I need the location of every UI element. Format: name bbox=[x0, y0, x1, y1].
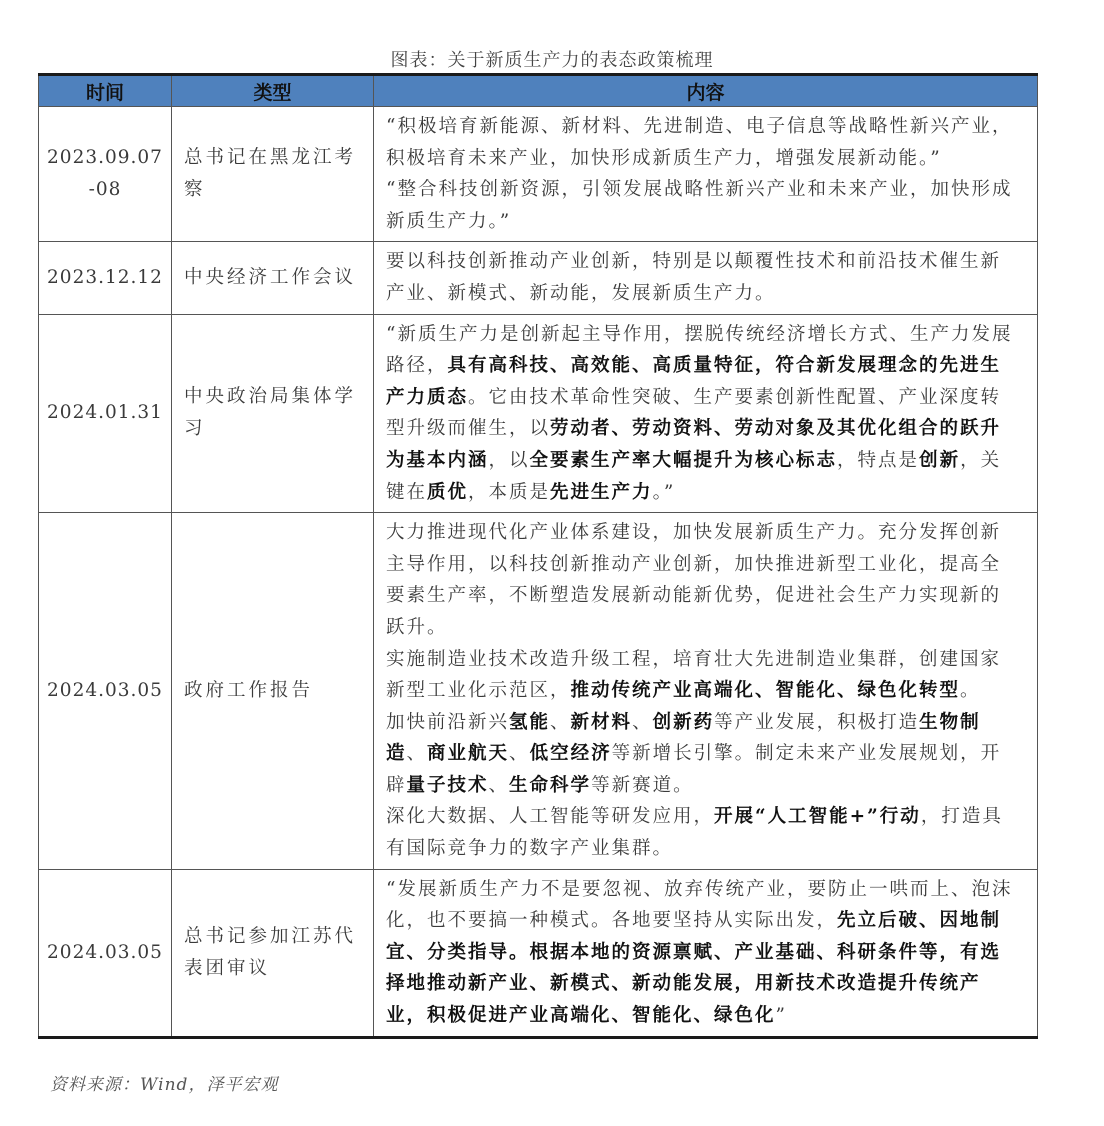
row-type-cell bbox=[172, 869, 374, 1037]
policy-table bbox=[38, 73, 1038, 1039]
content-text: 等新赛道。 bbox=[591, 774, 694, 796]
source-note: 资料来源：Wind，泽平宏观 bbox=[50, 1075, 279, 1095]
content-text: ，特点是 bbox=[837, 449, 920, 471]
header-type: 类型 bbox=[172, 75, 374, 107]
row-time-cell bbox=[39, 242, 172, 314]
row-time-cell bbox=[39, 869, 172, 1037]
emphasis-text: 全要素生产率大幅提升为核心标志 bbox=[529, 449, 838, 471]
row-content-cell bbox=[374, 513, 1038, 870]
emphasis-text: 推动传统产业高端化、智能化、绿色化转型 bbox=[570, 680, 961, 702]
emphasis-text: 生物制造 bbox=[386, 711, 981, 765]
content-paragraph bbox=[386, 174, 1019, 237]
row-type-cell bbox=[172, 513, 374, 870]
content-text: 、 bbox=[550, 711, 571, 733]
emphasis-text: 先进生产力 bbox=[550, 481, 653, 503]
figure-caption: 图表：关于新质生产力的表态政策梳理 bbox=[390, 50, 714, 71]
content-paragraph bbox=[386, 874, 1019, 1032]
content-text: “新质生产力是创新起主导作用，摆脱传统经济增长方式、生产力发展路径， bbox=[386, 323, 1013, 377]
content-text: 大力推进现代化产业体系建设，加快发展新质生产力。充分发挥创新主导作用，以科技创新推动产业创新，加快推进新型工业化，提高全要素生产率，不断塑造发展新动能新优势，促进社会生产力实现新的跃升。 bbox=[386, 522, 1002, 638]
row-type: 中央政治局集体学习 bbox=[184, 386, 357, 440]
row-time-cell bbox=[39, 513, 172, 870]
content-text: 要以科技创新推动产业创新，特别是以颠覆性技术和前沿技术催生新产业、新模式、新动能，发展新质生产力。 bbox=[386, 251, 1002, 304]
row-type: 总书记参加江苏代表团审议 bbox=[184, 925, 357, 979]
emphasis-text: 低空经济 bbox=[529, 743, 612, 765]
content-paragraph bbox=[386, 246, 1019, 309]
content-text: “整合科技创新资源，引领发展战略性新兴产业和未来产业，加快形成新质生产力。” bbox=[386, 179, 1013, 232]
content-paragraph bbox=[386, 517, 1019, 643]
row-content-cell bbox=[374, 314, 1038, 513]
content-text: “发展新质生产力不是要忽视、放弃传统产业，要防止一哄而上、泡沫化，也不要搞一种模式。各地要坚持从实际出发， bbox=[386, 878, 1013, 932]
row-content-cell bbox=[374, 869, 1038, 1037]
content-text: 、 bbox=[406, 743, 428, 765]
table-row bbox=[39, 314, 1038, 513]
row-time: 2024.03.05 bbox=[47, 941, 163, 963]
row-time: 2023.12.12 bbox=[47, 266, 163, 288]
emphasis-text: 质优 bbox=[427, 481, 469, 503]
row-type-cell bbox=[172, 107, 374, 242]
row-time-cell bbox=[39, 107, 172, 242]
emphasis-text: 具有高科技、高效能、高质量特征，符合新发展理念的先进生产力质态 bbox=[386, 355, 1002, 408]
table-header-row bbox=[39, 75, 1038, 107]
content-text: “积极培育新能源、新材料、先进制造、电子信息等战略性新兴产业，积极培育未来产业，加快形成新质生产力，增强发展新动能。” bbox=[386, 116, 1013, 169]
row-type-cell bbox=[172, 242, 374, 314]
content-text: 等新增长引擎。制定未来产业发展规划，开辟 bbox=[386, 743, 1002, 796]
content-text: 等产业发展，积极打造 bbox=[714, 711, 920, 733]
content-paragraph bbox=[386, 644, 1019, 707]
emphasis-text: 创新药 bbox=[652, 711, 715, 733]
emphasis-text: 氢能 bbox=[509, 711, 551, 733]
emphasis-text: 先立后破、因地制宜、分类指导。根据本地的资源禀赋、产业基础、科研条件等，有选择地推动新产业、新模式、新动能发展，用新技术改造提升传统产业，积极促进产业高端化、智能化、绿色化 bbox=[386, 910, 1002, 1027]
content-text: 深化大数据、人工智能等研发应用， bbox=[386, 806, 715, 828]
row-type-cell bbox=[172, 314, 374, 513]
content-text: 。 bbox=[960, 680, 981, 702]
header-content: 内容 bbox=[374, 75, 1038, 107]
row-time: 2024.01.31 bbox=[47, 402, 163, 424]
content-text: 加快前沿新兴 bbox=[386, 711, 510, 733]
row-time: 2023.09.07 -08 bbox=[47, 147, 163, 201]
emphasis-text: 开展“人工智能+”行动 bbox=[714, 806, 921, 828]
row-content-cell bbox=[374, 242, 1038, 314]
header-time: 时间 bbox=[39, 75, 172, 107]
emphasis-text: 商业航天 bbox=[427, 743, 510, 765]
content-text: 、 bbox=[632, 711, 653, 733]
content-paragraph bbox=[386, 801, 1019, 864]
row-type: 政府工作报告 bbox=[184, 679, 314, 701]
content-text: ” bbox=[775, 1005, 787, 1027]
row-time: 2024.03.05 bbox=[47, 679, 163, 701]
emphasis-text: 量子技术 bbox=[406, 774, 489, 796]
emphasis-text: 劳动者、劳动资料、劳动对象及其优化组合的跃升为基本内涵 bbox=[386, 418, 1002, 471]
content-paragraph bbox=[386, 319, 1019, 509]
content-text: 。它由技术革命性突破、生产要素创新性配置、产业深度转型升级而催生，以 bbox=[386, 386, 1002, 440]
content-paragraph bbox=[386, 111, 1019, 174]
content-text: ，以 bbox=[488, 449, 530, 471]
emphasis-text: 创新 bbox=[919, 449, 961, 471]
content-paragraph bbox=[386, 707, 1019, 802]
content-text: ，打造具有国际竞争力的数字产业集群。 bbox=[386, 806, 1003, 860]
content-text: 、 bbox=[509, 743, 530, 765]
table-row bbox=[39, 242, 1038, 314]
table-row bbox=[39, 869, 1038, 1037]
emphasis-text: 生命科学 bbox=[509, 774, 592, 796]
row-time-cell bbox=[39, 314, 172, 513]
content-text: ，本质是 bbox=[468, 481, 551, 503]
emphasis-text: 新材料 bbox=[570, 711, 633, 733]
row-content-cell bbox=[374, 107, 1038, 242]
row-type: 中央经济工作会议 bbox=[184, 266, 357, 288]
content-text: 。” bbox=[652, 481, 676, 503]
table-row bbox=[39, 107, 1038, 242]
content-text: ，关键在 bbox=[386, 449, 1002, 503]
table-row bbox=[39, 513, 1038, 870]
content-text: 、 bbox=[488, 774, 510, 796]
row-type: 总书记在黑龙江考察 bbox=[184, 147, 357, 201]
content-text: 实施制造业技术改造升级工程，培育壮大先进制造业集群，创建国家新型工业化示范区， bbox=[386, 648, 1002, 702]
